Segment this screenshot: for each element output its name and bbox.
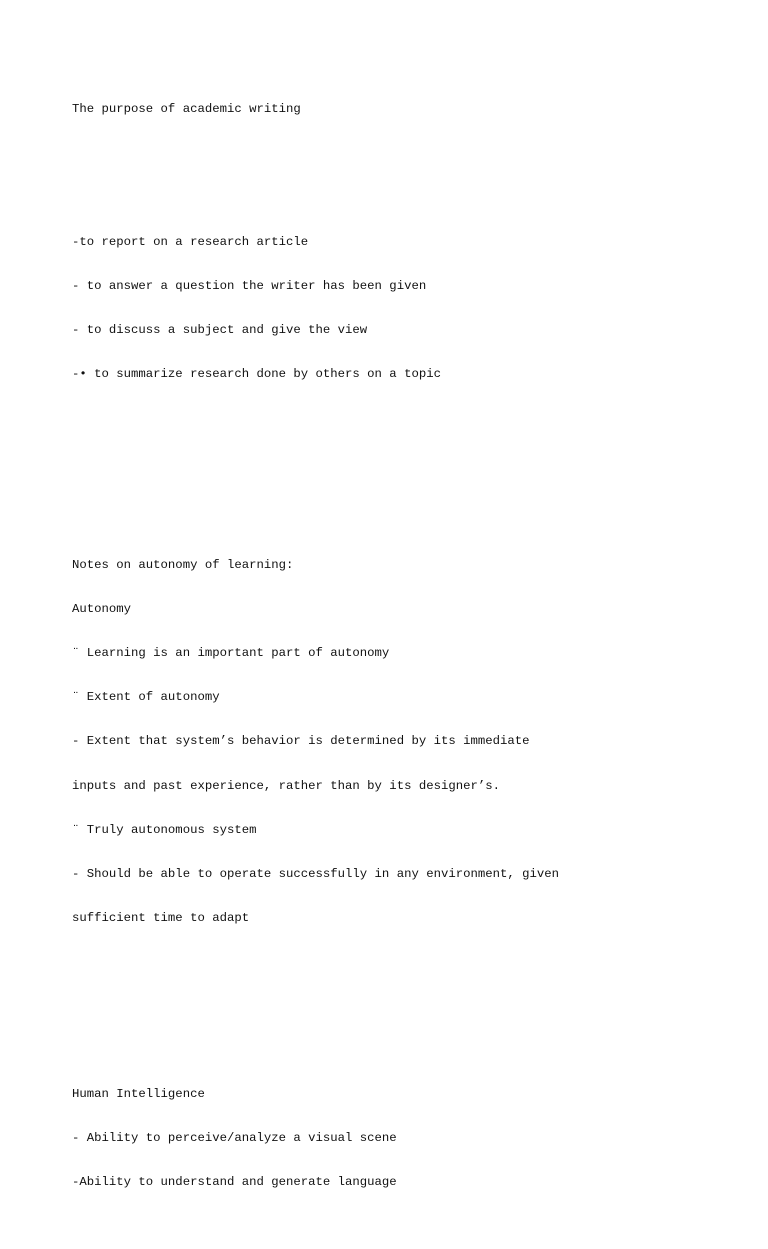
note-line: -Ability to understand and generate language xyxy=(72,1175,397,1190)
purpose-item: - to discuss a subject and give the view xyxy=(72,322,368,337)
purpose-item: - to answer a question the writer has been given xyxy=(72,278,427,293)
note-line: - Should be able to operate successfully in any environment, given xyxy=(72,866,560,881)
section-gap xyxy=(72,455,732,484)
note-line: ¨ Truly autonomous system xyxy=(72,822,257,837)
section-heading: Notes on autonomy of learning: xyxy=(72,558,294,573)
note-line: ¨ Extent of autonomy xyxy=(72,690,220,705)
note-line: ¨ Learning is an important part of autonomy xyxy=(72,646,390,661)
autonomy-section xyxy=(72,529,732,955)
purpose-item: -to report on a research article xyxy=(72,234,309,249)
note-line: inputs and past experience, rather than by its designer’s. xyxy=(72,778,501,793)
purpose-item: -• to summarize research done by others on a topic xyxy=(72,366,441,381)
purpose-list xyxy=(72,205,732,411)
blank-line xyxy=(72,999,732,1014)
note-line: - Ability to perceive/analyze a visual scene xyxy=(72,1131,397,1146)
document-body xyxy=(72,73,732,1249)
section-subheading: Autonomy xyxy=(72,602,132,617)
blank-line xyxy=(72,147,732,162)
note-line: sufficient time to adapt xyxy=(72,910,250,925)
note-line: - Extent that system’s behavior is determined by its immediate xyxy=(72,734,530,749)
human-intelligence-section xyxy=(72,1058,732,1220)
document-title: The purpose of academic writing xyxy=(72,102,301,117)
section-heading: Human Intelligence xyxy=(72,1087,205,1102)
